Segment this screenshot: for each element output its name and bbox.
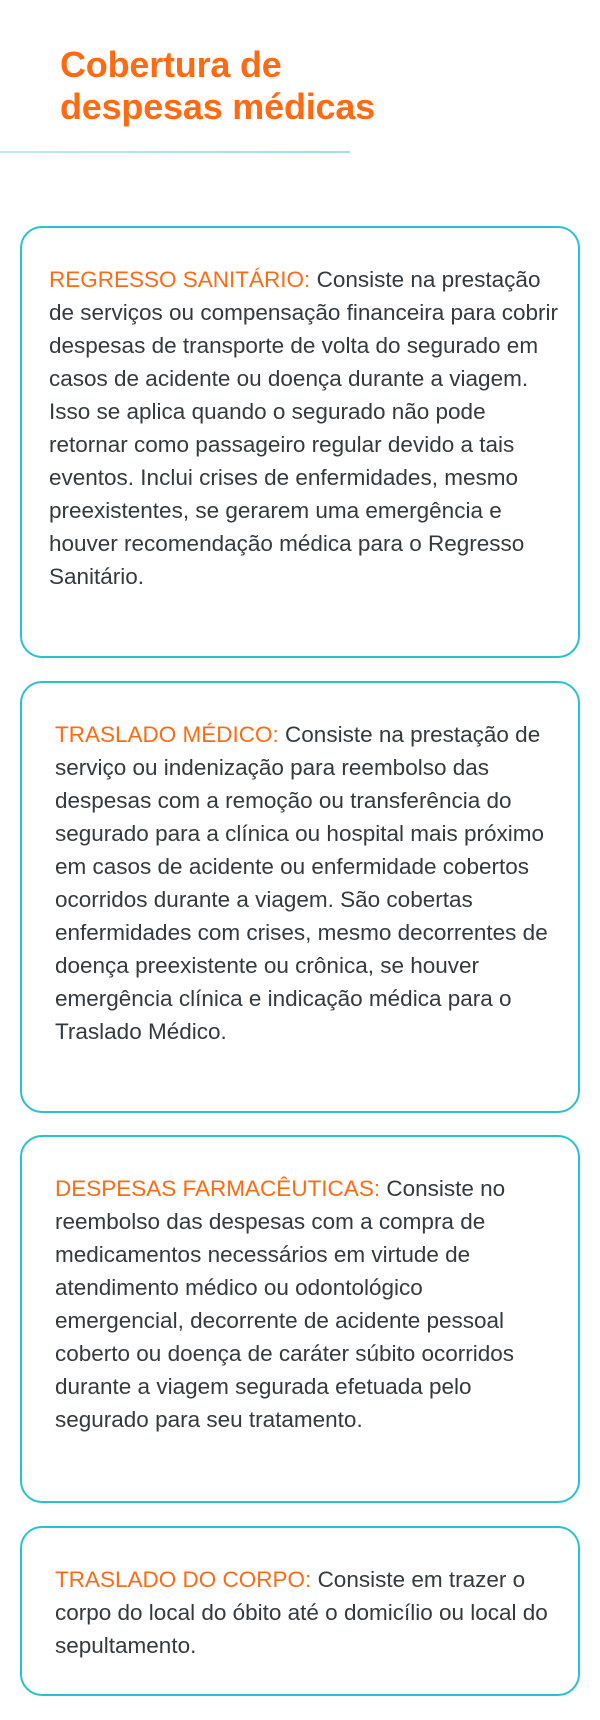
coverage-text (55, 718, 560, 1048)
coverage-card-despesas-farmaceuticas (20, 1135, 580, 1503)
page-title-line-1: Cobertura de (60, 44, 282, 85)
coverage-term: REGRESSO SANITÁRIO: (49, 267, 311, 292)
coverage-card-regresso-sanitario (20, 226, 580, 658)
coverage-description: Consiste na prestação de serviços ou compensação financeira para cobrir despesas de transporte de volta do segurado em casos de acidente ou doença durante a viagem. Isso se aplica quando o segurado não pode retornar como passageiro regular devido a tais eventos. Inclui crises de enfermidades, mesmo preexistentes, se gerarem uma emergência e houver recomendação médica para o Regresso Sanitário. (49, 267, 559, 589)
coverage-term: TRASLADO MÉDICO: (55, 722, 279, 747)
title-divider (0, 151, 350, 153)
coverage-card-traslado-do-corpo (20, 1526, 580, 1696)
page-title (60, 44, 520, 128)
coverage-description: Consiste na prestação de serviço ou indenização para reembolso das despesas com a remoção ou transferência do segurado para a clínica ou hospital mais próximo em casos de acidente ou enfermidade cobertos ocorridos durante a viagem. São cobertas enfermidades com crises, mesmo decorrentes de doença preexistente ou crônica, se houver emergência clínica e indicação médica para o Traslado Médico. (55, 722, 548, 1044)
coverage-term: DESPESAS FARMACÊUTICAS: (55, 1176, 381, 1201)
coverage-text (49, 263, 559, 593)
coverage-description: Consiste em trazer o corpo do local do óbito até o domicílio ou local do sepultamento. (55, 1567, 548, 1658)
coverage-text (55, 1563, 560, 1662)
coverage-term: TRASLADO DO CORPO: (55, 1567, 312, 1592)
coverage-description: Consiste no reembolso das despesas com a compra de medicamentos necessários em virtude de atendimento médico ou odontológico emergencial, decorrente de acidente pessoal coberto ou doença de caráter súbito ocorridos durante a viagem segurada efetuada pelo segurado para seu tratamento. (55, 1176, 515, 1432)
coverage-card-traslado-medico (20, 681, 580, 1113)
coverage-text (55, 1172, 555, 1436)
page-title-line-2: despesas médicas (60, 86, 375, 127)
